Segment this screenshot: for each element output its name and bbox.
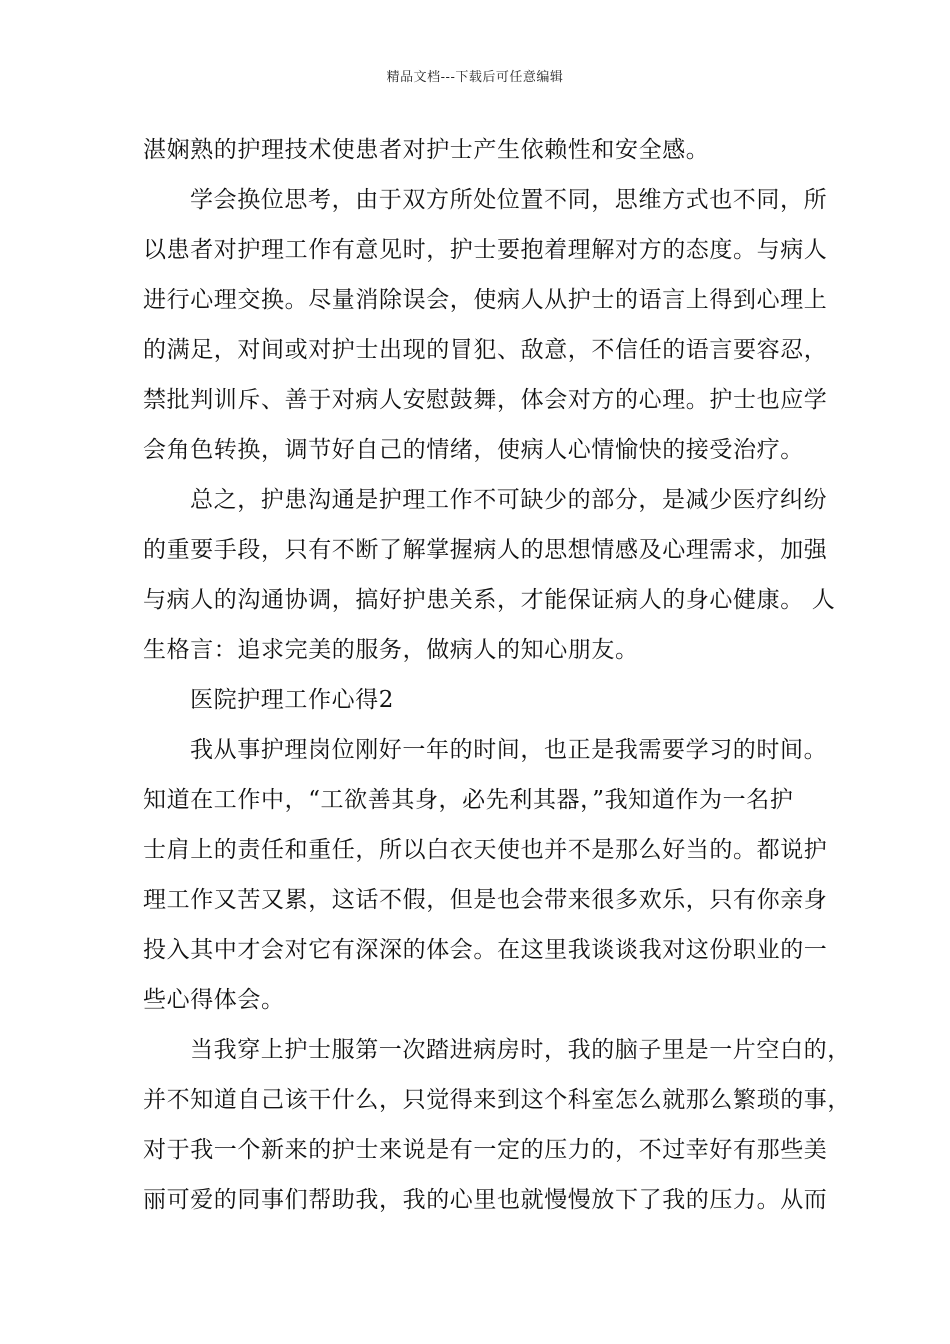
text-line: 理工作又苦又累，这话不假，但是也会带来很多欢乐，只有你亲身 — [143, 887, 828, 913]
text-line: 些心得体会。 — [143, 987, 285, 1013]
text-line: 投入其中才会对它有深深的体会。在这里我谈谈我对这份职业的一 — [143, 937, 828, 963]
text-line: 对于我一个新来的护士来说是有一定的压力的，不过幸好有那些美 — [143, 1137, 828, 1163]
text-line: 的满足，对间或对护士出现的冒犯、敌意，不信任的语言要容忍， — [143, 337, 828, 363]
page-header: 精品文档---下载后可任意编辑 — [386, 70, 564, 85]
section-heading: 医院护理工作心得2 — [190, 687, 395, 713]
text-line: 禁批判训斥、善于对病人安慰鼓舞，体会对方的心理。护士也应学 — [143, 387, 828, 413]
text-line: 知道在工作中，“工欲善其身，必先利其器，”我知道作为一名护 — [143, 787, 794, 813]
text-line: 学会换位思考，由于双方所处位置不同，思维方式也不同，所 — [190, 187, 828, 213]
text-line: 会角色转换，调节好自己的情绪，使病人心情愉快的接受治疗。 — [143, 437, 804, 463]
text-line: 当我穿上护士服第一次踏进病房时，我的脑子里是一片空白的， — [190, 1037, 851, 1063]
text-line: 并不知道自己该干什么，只觉得来到这个科室怎么就那么繁琐的事， — [143, 1087, 851, 1113]
text-line: 总之，护患沟通是护理工作不可缺少的部分，是减少医疗纠纷 — [190, 487, 828, 513]
text-line: 与病人的沟通协调，搞好护患关系，才能保证病人的身心健康。 人 — [143, 587, 836, 613]
text-line: 进行心理交换。尽量消除误会，使病人从护士的语言上得到心理上 — [143, 287, 828, 313]
text-line: 我从事护理岗位刚好一年的时间，也正是我需要学习的时间。 — [190, 737, 828, 763]
text-line: 士肩上的责任和重任，所以白衣天使也并不是那么好当的。都说护 — [143, 837, 828, 863]
text-line: 的重要手段，只有不断了解掌握病人的思想情感及心理需求，加强 — [143, 537, 828, 563]
text-line: 丽可爱的同事们帮助我，我的心里也就慢慢放下了我的压力。从而 — [143, 1187, 828, 1213]
text-line: 以患者对护理工作有意见时，护士要抱着理解对方的态度。与病人 — [143, 237, 828, 263]
text-line: 生格言：追求完美的服务，做病人的知心朋友。 — [143, 637, 639, 663]
text-line: 湛娴熟的护理技术使患者对护士产生依赖性和安全感。 — [143, 137, 710, 163]
